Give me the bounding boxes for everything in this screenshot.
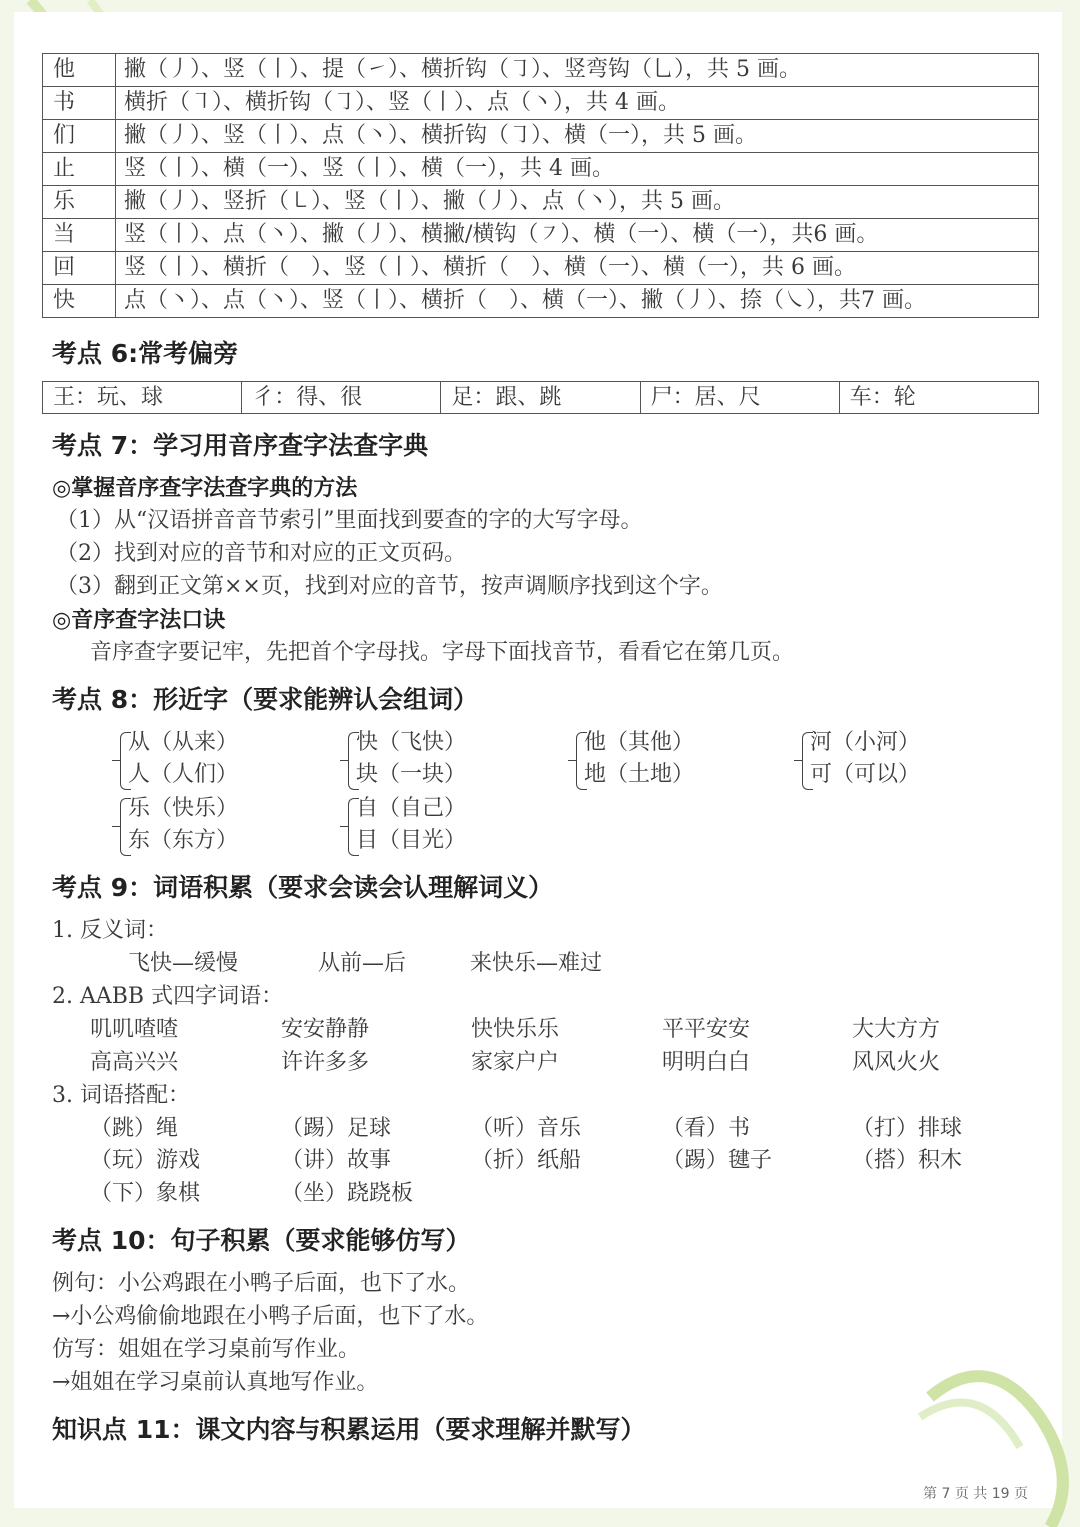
match-label: 3. 词语搭配： <box>52 1083 190 1108</box>
word-item: （看）书 <box>662 1116 751 1141</box>
table-row <box>43 382 1039 414</box>
similar-char-item: 东（东方） <box>128 828 239 853</box>
subheading-rhyme: ◎音序查字法口诀 <box>52 607 226 633</box>
similar-char-item: 地（土地） <box>584 762 695 787</box>
word-item: （踢）足球 <box>281 1116 392 1141</box>
list-item: （1）从“汉语拼音音节索引”里面找到要查的字的大写字母。 <box>56 508 643 533</box>
word-item: 高高兴兴 <box>90 1050 179 1075</box>
table-row: 快 点（丶）、点（丶）、竖（丨）、横折（ ）、横（一）、撇（丿）、捺（㇏），共7 画。 <box>43 285 1039 318</box>
section-7-heading: 考点 7：学习用音序查字法查字典 <box>52 431 429 460</box>
page-number: 第 7 页 共 19 页 <box>923 1486 1028 1502</box>
similar-char-item: 河（小河） <box>810 730 921 755</box>
word-item: （搭）积木 <box>852 1148 963 1173</box>
section-9-heading: 考点 9：词语积累（要求会读会认理解词义） <box>52 873 554 902</box>
word-item: （打）排球 <box>852 1116 963 1141</box>
word-item: （玩）游戏 <box>90 1148 201 1173</box>
radical-cell: 足：跟、跳 <box>441 382 640 414</box>
word-item: 飞快—缓慢 <box>128 951 239 976</box>
radical-cell: 尸：居、尺 <box>640 382 839 414</box>
sentence-line: 例句：小公鸡跟在小鸭子后面，也下了水。 <box>52 1271 471 1296</box>
section-11-heading: 知识点 11：课文内容与积累运用（要求理解并默写） <box>52 1415 646 1444</box>
word-item: 平平安安 <box>662 1017 751 1042</box>
antonym-label: 1. 反义词： <box>52 918 168 943</box>
radicals-table <box>42 381 1039 414</box>
table-row: 当 竖（丨）、点（丶）、撇（丿）、横撇/横钩（㇇）、横（一）、横（一），共6 画。 <box>43 219 1039 252</box>
similar-char-item: 自（自己） <box>356 796 467 821</box>
similar-char-item: 从（从来） <box>128 730 239 755</box>
word-item: 叽叽喳喳 <box>90 1017 179 1042</box>
table-row: 乐 撇（丿）、竖折（㇄）、竖（丨）、撇（丿）、点（丶），共 5 画。 <box>43 186 1039 219</box>
similar-char-item: 人（人们） <box>128 762 239 787</box>
table-row: 们 撇（丿）、竖（丨）、点（丶）、横折钩（㇆）、横（一），共 5 画。 <box>43 120 1039 153</box>
word-item: （听）音乐 <box>471 1116 582 1141</box>
aabb-label: 2. AABB 式四字词语： <box>52 984 284 1009</box>
sentence-line: →小公鸡偷偷地跟在小鸭子后面，也下了水。 <box>52 1304 489 1329</box>
radical-cell: 彳：得、很 <box>242 382 441 414</box>
word-item: 许许多多 <box>281 1050 370 1075</box>
similar-char-item: 快（飞快） <box>356 730 467 755</box>
word-item: （跳）绳 <box>90 1116 179 1141</box>
section-10-heading: 考点 10：句子积累（要求能够仿写） <box>52 1226 471 1255</box>
section-6-heading: 考点 6:常考偏旁 <box>52 339 239 368</box>
word-item: 快快乐乐 <box>471 1017 560 1042</box>
radical-cell: 车：轮 <box>839 382 1038 414</box>
word-item: 明明白白 <box>662 1050 751 1075</box>
list-item: （3）翻到正文第××页，找到对应的音节，按声调顺序找到这个字。 <box>56 574 723 599</box>
word-item: 家家户户 <box>471 1050 560 1075</box>
sentence-line: 仿写：姐姐在学习桌前写作业。 <box>52 1337 361 1362</box>
table-row: 书 横折（㇕）、横折钩（㇆）、竖（丨）、点（丶），共 4 画。 <box>43 87 1039 120</box>
section-8-heading: 考点 8：形近字（要求能辨认会组词） <box>52 685 479 714</box>
similar-char-item: 目（目光） <box>356 828 467 853</box>
rhyme-text: 音序查字要记牢，先把首个字母找。字母下面找音节，看看它在第几页。 <box>90 640 795 665</box>
table-row: 止 竖（丨）、横（一）、竖（丨）、横（一），共 4 画。 <box>43 153 1039 186</box>
similar-char-item: 可（可以） <box>810 762 921 787</box>
sentence-line: →姐姐在学习桌前认真地写作业。 <box>52 1370 379 1395</box>
stroke-order-table <box>42 53 1039 318</box>
word-item: 风风火火 <box>852 1050 941 1075</box>
word-item: 安安静静 <box>281 1017 370 1042</box>
table-row: 回 竖（丨）、横折（ ）、竖（丨）、横折（ ）、横（一）、横（一），共 6 画。 <box>43 252 1039 285</box>
subheading-method: ◎掌握音序查字法查字典的方法 <box>52 475 358 501</box>
word-item: 大大方方 <box>852 1017 941 1042</box>
word-item: （下）象棋 <box>90 1181 201 1206</box>
list-item: （2）找到对应的音节和对应的正文页码。 <box>56 541 466 566</box>
similar-char-item: 块（一块） <box>356 762 467 787</box>
similar-char-item: 乐（快乐） <box>128 796 239 821</box>
word-item: （讲）故事 <box>281 1148 392 1173</box>
radical-cell: 王：玩、球 <box>43 382 242 414</box>
word-item: （踢）毽子 <box>662 1148 773 1173</box>
word-item: （折）纸船 <box>471 1148 582 1173</box>
similar-char-item: 他（其他） <box>584 730 695 755</box>
word-item: （坐）跷跷板 <box>281 1181 414 1206</box>
word-item: 来快乐—难过 <box>470 951 603 976</box>
table-row: 他 撇（丿）、竖（丨）、提（㇀）、横折钩（㇆）、竖弯钩（乚），共 5 画。 <box>43 54 1039 87</box>
word-item: 从前—后 <box>318 951 407 976</box>
